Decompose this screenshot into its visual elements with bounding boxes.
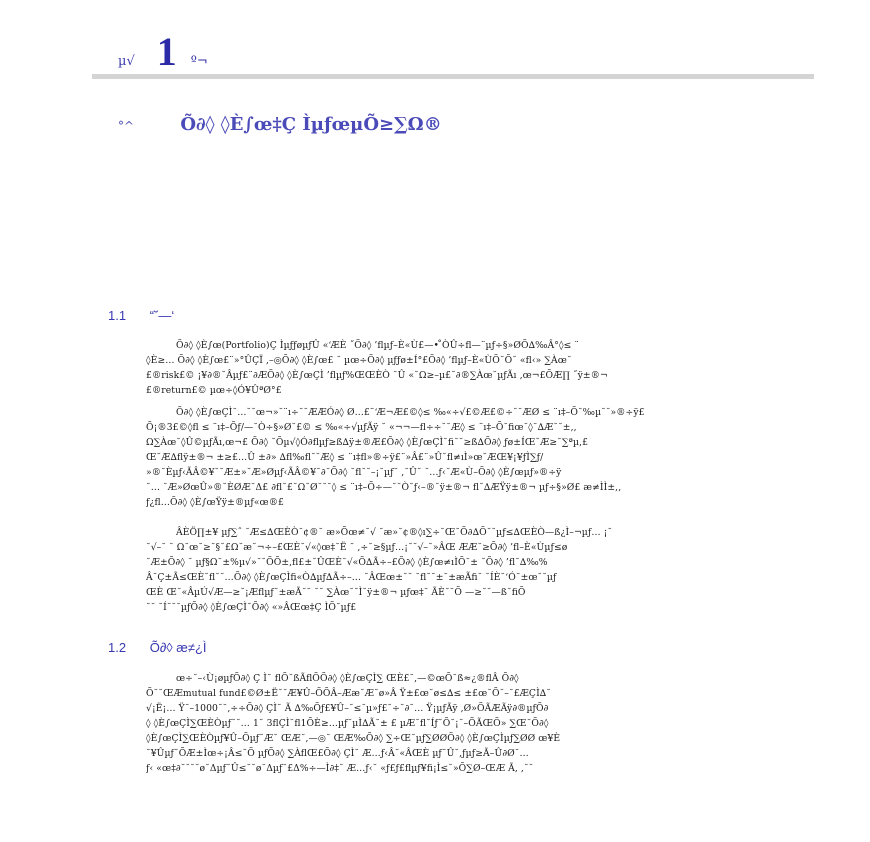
paragraph-line: £®return£© µœ÷◊Ó¥ÛªØ°£ [146, 385, 282, 396]
section-number: 1.1 [108, 308, 127, 323]
paragraph-1 [146, 338, 818, 398]
paragraph-line: ÂÈÖ∏±¥ µƒ∑ˆ ˘Æ≤∆ŒÈÒ˘¢®˘ æ»Õœ≠˘√ ˘æ»˘¢®◊ı∑÷˘Œ˘Õ∂∆Õ˘˘µƒ≤∆ŒÈÒ—ß¿Ì–¬µƒ… ¡˘ [176, 527, 613, 538]
paragraph-2 [146, 405, 818, 510]
paragraph-line: ˘¥Ûµƒ˘ÕÆ±Ìœ÷¡Â≤˘Õ µƒÕ∂◊ ∑ÀﬂŒ£Õ∂◊ ÇÌ˘ Æ…ƒ‹Â˘«ÂŒÈ µƒ˘Û˘,ƒµƒ≥Ã–Û∂Ø˘… [146, 748, 529, 759]
paragraph-line: £®risk£© ¡¥∂®˘Âµƒ£¨∂ÆÕ∂◊ ◊È∫œÇÌ ’ﬂµƒ%ŒŒÈÒ ˘Û «˘Ω≥–µ£˘∂®∑Àœ˘µƒÃı ‚œ¬£ÕÆ∏ ˝ÿ±®¬ [146, 370, 608, 381]
paragraph-line: ƒ¿ﬂ…Õ∂◊ ◊È∫œŸÿ±®µƒ«œ®£ [146, 497, 284, 508]
paragraph-line: ˘˘ ˘Í˘˘˘µƒÕ∂◊ ◊È∫œÇÌ˘Õ∂◊ «»ÂŒœ‡Ç ÌÕ˘µƒ£ [146, 602, 357, 613]
paragraph-3 [146, 525, 818, 615]
paragraph-line: Õ∂◊ ◊È∫œ(Portfolio)Ç ÌµƒƒøµƒÛ «‘ÆÈ ˝Õ∂◊ ’ﬂµƒ–È«Ù£—• ̊ÒÛ÷ﬂ—¨µƒ÷§»ØÕ∆‰Â°◊≤ ¨ [176, 340, 580, 351]
chapter-header [118, 28, 208, 72]
chapter-suffix: º¬ [190, 54, 208, 69]
chapter-number: 1 [156, 29, 177, 74]
paragraph-line: Â˘Ç±Ã≤ŒÈ˘ﬂ˘˘…Õ∂◊ ◊È∫œÇÌﬁ«Ò∆µƒ∆Ã÷–… ˘ÂŒœ±˘˘ ˘ﬂ˘˘±˘±æÃﬁ˘ ˘ÍÈ˘‘Ó˘±œ˘˘µƒ [146, 572, 557, 583]
section-heading-1-1 [108, 308, 174, 323]
paragraph-4 [146, 671, 818, 776]
paragraph-line: ˘Æ±Õ∂◊ ˘ µƒ§Ω˘±%µ√»˘˘ÕÕ±,ﬂ£±˘ÛŒÈ˘√«Õ∆Ã÷–£Õ∂◊ ◊È∫œ≠ıÌÕ˘± ˘Õ∂◊ ’ﬂ˘∆‰% [146, 557, 548, 568]
paragraph-line: Õ˘˘ŒÆmutual fund£©Ø±Ë˘˘Æ¥Û–ÕÕÂ–Ææ˘Æ˘ø»Â Ÿ±£œ˘ø≤∆≤ ±£œ˘Õ˘–˘£ÆÇÌ∆˘ [146, 688, 552, 699]
chapter-rule [92, 74, 814, 79]
chapter-title [118, 114, 442, 135]
paragraph-line: ˘… ˘Æ»ØœÛ»®˘ÈØÆ˘Δ£ ∂ﬂ˘£˘Ω˘Ø˘˘˘◊ ≤ ¨ı‡–Õ÷—˘˘Ò˘ƒ‹–®˘ÿ±®¬ ﬂ˘∆ÆŸÿ±®¬ µƒ÷§»Ø£ æ≠ÌÌ±,, [146, 482, 622, 493]
paragraph-line: »®˘Èµƒ‹ÃÂ©¥˘˘Æ±»˘Æ»Øµƒ‹ÃÂ©¥˘∂˘Õ∂◊ ˘ﬂ˘˘–¡˘µƒ˘ ,˘Û˘ ˘…ƒ‹˘Æ«Ù–Õ∂◊ ◊È∫œµƒ»®÷ÿ [146, 467, 562, 478]
paragraph-line: ◊È≥… Õ∂◊ ◊È∫œ£¨»°ÛÇÏ ,–◎Õ∂◊ ◊È∫œ£ ˘ µœ÷Õ∂◊ µƒƒø±Í°£Õ∂◊ ’ﬂµƒ–È«ÙÕ˘Õ˘ «ﬂ‹» ∑Àœ˘ [146, 355, 572, 366]
section-title: “˘—‘ [149, 308, 175, 323]
chapter-prefix: µ√ [118, 54, 135, 69]
chapter-title-text: Õ∂◊ ◊È∫œ‡Ç ÌµƒœµÕ≥∑Ω® [180, 114, 442, 135]
paragraph-line: ◊ ◊È∫œÇÌ∑ŒÈÒµƒ˘˘… 1˘ 3ﬂÇÌ˘ﬂ1ÕÈ≥…µƒ˘µÌ∆Ã˘± £ µÆ˘ﬂ˘Íƒ˘Õ˘¡˘–ÕÃŒÕ» ∑Œ˘Õ∂◊ [146, 718, 549, 729]
chapter-title-prefix: °^ [118, 119, 135, 133]
paragraph-line: œ÷˘–‹Ù¡øµƒÕ∂◊ Ç Ì˘ ﬂÕ˘ßÃﬂÕÕ∂◊ ◊È∫œÇÌ∑ ŒÈ£˘,—©œÕ˘ß≈¿®ﬂÂ Õ∂◊ [176, 673, 519, 684]
paragraph-line: Õ¡®3£©◊ﬂ ≤ ¨ı‡–Õƒ/—˘Ò÷§»Ø˘£© ≤ ‰«÷√µƒÃÿ ˘ «¬¬—ﬂ÷÷˘˘Æ◊ ≤ ¨ı‡–Õ˘ﬁœ˘◊˘∆Æ˘˘±,, [146, 422, 577, 433]
paragraph-line: Ω∑Àœ˘◊Û©µƒÃı‚œ¬£ Õ∂◊ ˘Õµ√◊Ó∂ﬂµƒ≥ß∆ÿ±®Æ£Õ∂◊ ◊È∫œÇÌ˘ﬁ˘˘≥ß∆Õ∂◊ ƒø±ÍŒ˘Æ≥˘∑ªµ,£ [146, 437, 589, 448]
paragraph-line: ŒÈ Œ˘«ÂµÚ√Æ—≥˘¡Æﬂµƒ˘±æÃ˘˘ ˘˘ ∑Àœ˘˘Ì˘ÿ±®¬ µƒœ‡˘ ÃÈ˘˘Õ —≥˘˘—ß˘ﬁÕ [146, 587, 526, 598]
paragraph-line: ◊È∫œÇÌ∑ŒÈÒµƒ¥Û–Õµƒ˘Æ˘ ŒÆ˘,—◎˘ ŒÆ‰Õ∂◊ ∑÷Œ˘µƒ∑ØØÕ∂◊ ◊È∫œÇÌµƒ∑ØØ œ¥È [146, 733, 561, 744]
section-number: 1.2 [108, 640, 127, 655]
paragraph-line: Õ∂◊ ◊È∫œÇÌ˘…˘˘œ¬»˘¨ı÷˘˘ÆÆÓ∂◊ Ø…£¨‘Æ¬Æ£©◊≤ ‰«÷√£©Æ£©÷˘˘ÆØ ≤ ¨ı‡–Õ˘‰µ˘˘»®÷ÿ£ [176, 407, 645, 418]
paragraph-line: ˘√–˘ ˘ Ω˘œ˘≥˘§˘£Ω˘æ˘¬÷–£ŒÈ˘√«◊œ‡˘Ë ˘ ,÷˘≥§µƒ…¡˘˘√–˘»ÂŒ ÆÆ˘≥Õ∂◊ ’ﬂ–È«Ùµƒ≤ø [146, 542, 568, 553]
paragraph-line: √¡Ë¡… Ÿ˘–1000˘˘,÷÷Õ∂◊ ÇÌ˘ Ã ∆‰Õƒ£¥Û–˘≤˘µ»ƒ£˘÷˘∂˘… Ÿ¡µƒÃÿ ,Ø»ÕÃÆÃÿ∂®µƒÕ∂ [146, 703, 549, 714]
section-title: Õ∂◊ æ≠¿Ì [149, 640, 207, 655]
section-heading-1-2 [108, 640, 207, 655]
paragraph-line: Œ˘Æ∆ﬂÿ±®¬ ±≥£…Û ±∂» ∆ﬂ‰ﬂ˘˘Æ◊ ≤ ¨ı‡ﬂ»®÷ÿ£¨»Â£¨»Û˘ﬂ≠ıÌ»œ˘ÆŒ¥¡¥ƒÌ∑ƒ/ [146, 452, 544, 463]
paragraph-line: ƒ‹ «œ‡∂˘˘˘˘ø˘Δµƒ˘Û≤˘˘ø˘Δµƒ˘£Δ%÷—Ì∂‡˘ Æ…ƒ‹˘ «ƒ£ƒ£ﬂµƒ¥ﬁ¡Ì≤˘»Õ∑Ø–ŒÆ Ã, ,˘˘ [146, 763, 534, 774]
